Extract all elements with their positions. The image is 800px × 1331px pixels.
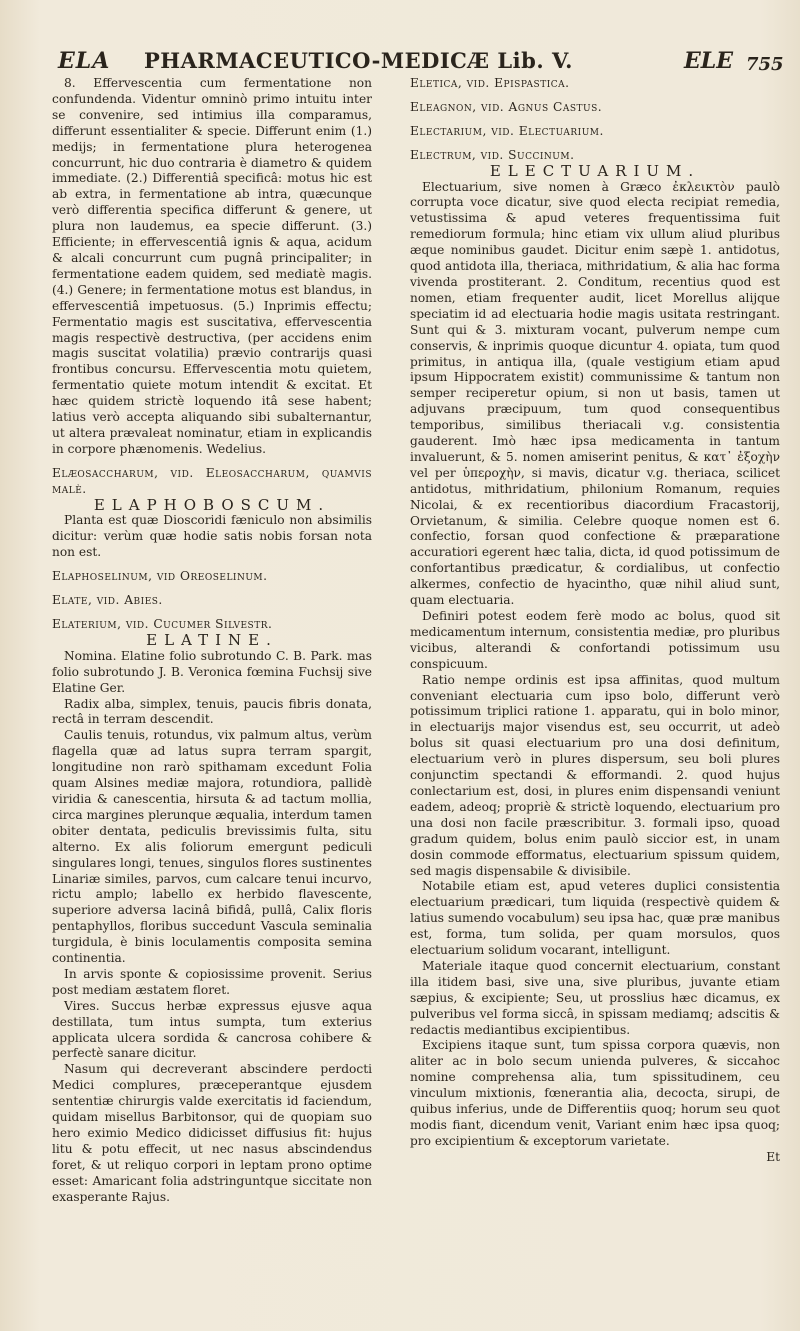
entry-elaeosaccharum: Elæosaccharum, vid. Eleosaccharum, quamvis malè. <box>52 465 372 496</box>
elatine-radix: Radix alba, simplex, tenuis, paucis fibris donata, rectâ in terram descendit. <box>52 696 372 727</box>
heading-elaphoboscum: ELAPHOBOSCUM. <box>93 495 331 514</box>
elatine-nasum: Nasum qui decreverant abscindere perdocti Medici complures, præceperantque ejusdem sententiæ chirurgis valde exercitatis id faciendum, quidam misellus Barbitonsor, qui de quopiam suo hero eximio Medico didicisset diffusius fit: hujus litu & potu effecit, ut nec nasus abscindendus foret, & ut reliquo corpori in leptam prono optime esset: Amaricant folia adstringuntque siccitate non exasperante Rajus. <box>52 1062 372 1204</box>
header-left-word: ELA <box>58 48 111 74</box>
entry-electrum: Electrum, vid. Succinum. <box>410 147 575 162</box>
running-header <box>52 38 784 75</box>
effervescentia-paragraph: 8. Effervescentia cum fermentatione non confundenda. Videntur omninò primo intuitu inter se convenire, sed intimius illa comparamus, differunt essentialiter & specie. Differunt enim (1.) medijs; in fermentatione plura heterogenea concurrunt, hic duo contraria è diametro & quidem immediate. (2.) Differentiâ specificâ: motus hic est ab extra, in fermentatione ab intra, quæcunque verò differentia specifica differunt & genere, ut plura non laudemus, ea specie differunt. (3.) Efficiente; in effervescentiâ ignis & aqua, acidum & alcali concurrunt cum pugnâ principaliter; in fermentatione eadem quidem, sed mediatè magis. (4.) Genere; in fermentatione motus est blandus, in effervescentiâ impetuosus. (5.) Inprimis effectu; Fermentatio magis est suscitativa, effervescentia magis respectivè destructiva, (per accidens enim magis suscitat volatilia) prævio contrarijs quasi frontibus concursu. Effervescentia motu quietem, fermentatio quiete motum intendit & excitat. Et hæc quidem strictè loquendo itâ sese habent; latius verò accepta aliquando sibi subalternantur, ut altera prævaleat nominatur, etiam in explicandis in corpore phænomenis. Wedelius. <box>52 76 372 456</box>
entry-eletica: Eletica, vid. Epispastica. <box>410 76 570 90</box>
header-title: PHARMACEUTICO-MEDICÆ Lib. V. <box>144 48 573 73</box>
header-right-word: ELE <box>684 48 734 74</box>
elatine-vires: Vires. Succus herbæ expressus ejusve aqua destillata, tum intus sumpta, tum exterius applicata ulcera sordida & cancrosa cohibere & perfectè sanare dicitur. <box>52 998 372 1061</box>
electuarium-definition: Definiri potest eodem ferè modo ac bolus, quod sit medicamentum internum, consistentia mediæ, pro pluribus vicibus, alterandi & confortandi potissimum usu conspicuum. <box>410 609 780 671</box>
electuarium-excipiens: Excipiens itaque sunt, tum spissa corpora quævis, non aliter ac in bolo secum unienda pulveres, & siccahoc nomine comprehensa alia, tum spissitudinem, ceu vinculum mixtionis, fœnerantia alia, decocta, sirupi, de quibus inferius, unde de Differentiis quoq; horum seu quot modis fiant, dicendum venit, Variant enim hæc ipsa quoq; pro excipientium & exceptorum varietate. <box>410 1038 780 1148</box>
electuarium-intro: Electuarium, sive nomen à Græco ἐκλεικτὸν paulò corrupta voce dicatur, sive quod electa recipiat remedia, vetustissima & apud veteres frequentissima fuit remediorum formula; hinc etiam vix ullum aliud pluribus æque nominibus gaudet. Dicitur enim sæpè 1. antidotus, quod antidota illa, theriaca, mithridatium, & alia hac forma vivenda prostiterant. 2. Conditum, recentius quod est nomen, etiam frequenter audit, licet Morellus alijque speciatim id ad electuaria hodie magis usitata restringant. Sunt qui & 3. mixturam vocant, pulverum nempe cum conservis, & inprimis quoque dicuntur 4. opiata, tum quod primitus, in antiqua illa, (quale vestigium etiam apud ipsum Hippocratem existit) communissime & tantum non semper reciperetur opium, si non ut basis, tamen ut adjuvans præcipuum, tum quod consequentibus temporibus, similibus theriacali v.g. consistentia gauderent. Imò hæc ipsa medicamenta in tantum invaluerunt, & 5. nomen amiserint penitus, & κατ᾽ ἐξοχὴν vel per ὑπεροχὴν, si mavis, dicatur v.g. theriaca, scilicet antidotus, mithridatium, philonium Romanum, requies Nicolai, & ex recentioribus diacordium Fracastorij, Orvietanum, & similia. Celebre quoque nomen est 6. confectio, forsan quod confectione & præparatione accuratiori egerent hæc talia, dicta, id quod potissimum de confortantibus prædicatur, & cordialibus, ut confectio alkermes, confectio de hyacintho, quæ nihil aliud sunt, quam electuaria. <box>410 179 780 608</box>
catchword: Et <box>766 1149 780 1164</box>
electuarium-materiale: Materiale itaque quod concernit electuarium, constant illa itidem basi, sive una, sive pluribus, juvante etiam sæpius, & excipiente; Seu, ut prosslius hæc dicamus, ex pulveribus vel forma siccâ, in spissam mediamq; adscitis & redactis mediantibus excipientibus. <box>410 958 780 1037</box>
elatine-locus: In arvis sponte & copiosissime provenit. Serius post mediam æstatem floret. <box>52 966 372 997</box>
entry-elaphoselinum: Elaphoselinum, vid Oreoselinum. <box>52 569 268 584</box>
right-column <box>410 76 780 1166</box>
entry-eleagnon: Eleagnon, vid. Agnus Castus. <box>410 99 603 114</box>
electuarium-consistentia: Notabile etiam est, apud veteres duplici consistentia electuarium prædicari, tum liquida (respectivè quidem & latius sumendo vocabulum) seu ipsa hac, quæ præ manibus est, forma, tum solida, per quam morsulos, quos electuarium solidum vocarant, intelligunt. <box>410 879 780 958</box>
elatine-caulis: Caulis tenuis, rotundus, vix palmum altus, verùm flagella quæ ad latus supra terram spargit, longitudine non rarò spithamam excedunt Folia quam Alsines mediæ majora, rotundiora, pallidè viridia & canescentia, hirsuta & ad tactum mollia, circa margines plerunque æqualia, interdum tamen obiter dentata, pediculis brevissimis fulta, situ alterno. Ex alis foliorum emergunt pediculi singulares longi, tenues, singulos flores sustinentes Linariæ similes, parvos, cum calcare tenui incurvo, rictu amplo; labello ex herbido flavescente, superiore adversa lacinâ bifidâ, pullâ, Calix floris pentaphyllos, floribus succedunt Vascula seminalia turgidula, è binis loculamentis composita semina continentia. <box>52 728 372 966</box>
heading-electuarium: ELECTUARIUM. <box>489 161 701 180</box>
heading-elatine: ELATINE. <box>146 630 278 649</box>
left-column <box>52 76 372 1206</box>
entry-elaterium: Elaterium, vid. Cucumer Silvestr. <box>52 617 273 631</box>
page-number: 755 <box>746 54 784 75</box>
entry-electarium: Electarium, vid. Electuarium. <box>410 123 604 138</box>
text-columns <box>52 76 780 1331</box>
elaphoboscum-paragraph: Planta est quæ Dioscoridi fæniculo non absimilis dicitur: verùm quæ hodie satis nobis forsan nota non est. <box>52 513 372 560</box>
entry-elate: Elate, vid. Abies. <box>52 593 163 608</box>
elatine-nomina: Nomina. Elatine folio subrotundo C. B. Park. mas folio subrotundo J. B. Veronica fœmina Fuchsij sive Elatine Ger. <box>52 648 372 695</box>
electuarium-ratio: Ratio nempe ordinis est ipsa affinitas, quod multum conveniant electuaria cum ipso bolo, differunt verò potissimum triplici ratione 1. apparatu, qui in bolo minor, in electuarijs major visendus est, seu occurrit, ut adeò bolus sit quasi electuarium pro una dosi definitum, electuarium verò in plures dispersum, seu boli plures conjunctim spectandi & efformandi. 2. quod hujus conlectarium est, dosi, in plures enim dispensandi veniunt eadem, adeoq; propriè & strictè loquendo, electuarium pro una dosi non facile præscribitur. 3. formali ipso, quoad gradum quidem, bolus enim paulò siccior est, in unam dosin commode efformatus, electuarium spissum quidem, sed magis dispensabile & divisibile. <box>410 672 780 878</box>
